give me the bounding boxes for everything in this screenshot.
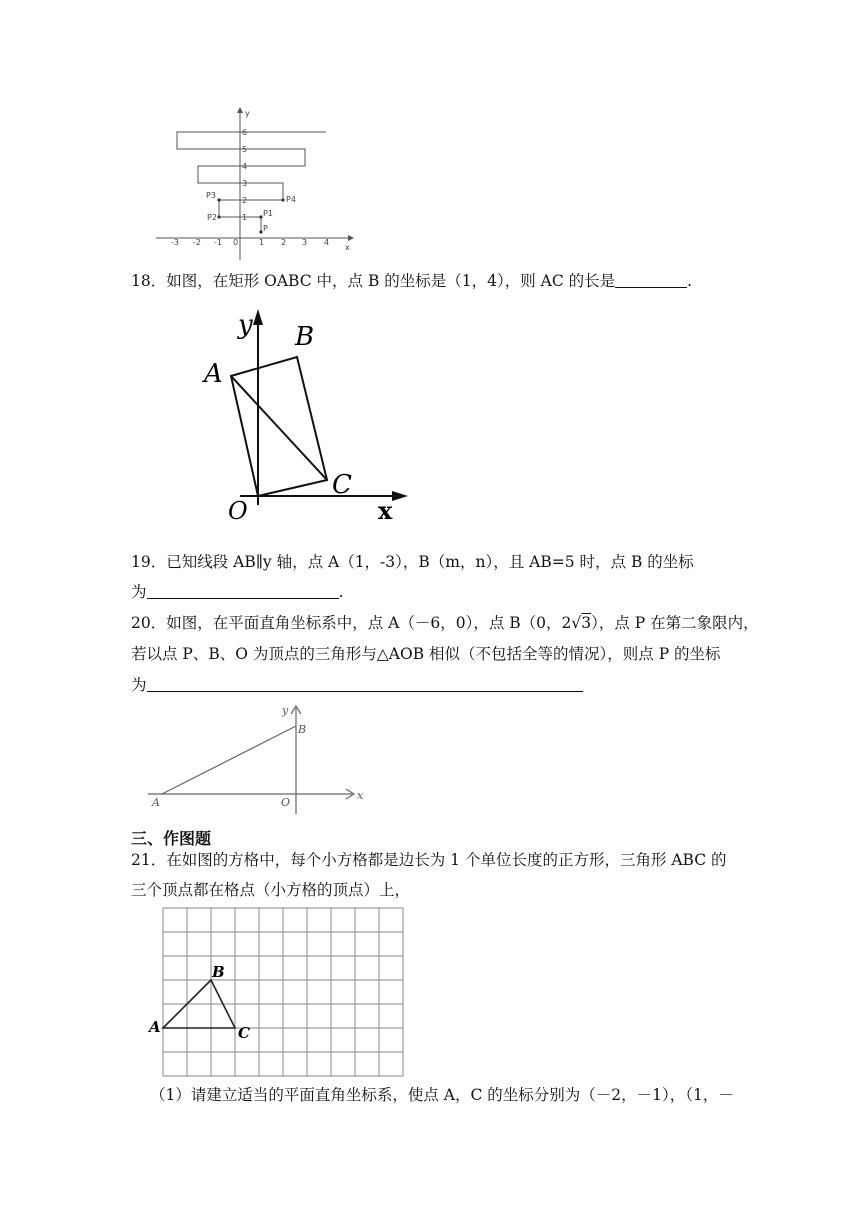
q20-triangle-figure (140, 700, 380, 815)
x-tick: -1 (214, 238, 222, 247)
y-axis-arrow (253, 309, 263, 325)
x-tick: 1 (259, 238, 265, 247)
q17-spiral-figure (150, 105, 360, 265)
label-x: x (357, 789, 364, 802)
diagonal-ac (231, 376, 327, 480)
question-18 (131, 270, 692, 292)
section-title: 三、作图题 (131, 829, 212, 848)
point-p3 (217, 198, 220, 201)
x-axis-label: x (345, 243, 350, 252)
question-20-line3 (131, 674, 583, 696)
question-19-line2 (131, 581, 343, 603)
label-y: y (238, 310, 253, 340)
x-tick: -2 (193, 238, 201, 247)
q19-prefix: 为 (131, 583, 147, 601)
q18-rectangle-figure (200, 305, 420, 525)
x-tick: -3 (171, 238, 179, 247)
question-19-line1: 19．已知线段 AB∥y 轴，点 A（1，-3），B（m，n），且 AB=5 时，点 B 的坐标 (131, 553, 694, 571)
label-a: A (152, 796, 160, 809)
label-o: O (281, 796, 291, 809)
x-tick: 4 (324, 238, 330, 247)
label-a: A (204, 359, 223, 389)
label-c: C (238, 1024, 250, 1042)
label-c: C (332, 470, 352, 500)
q20-text-a: 20．如图，在平面直角坐标系中，点 A（－6，0），点 B（0，2 (131, 614, 572, 632)
q20-prefix: 为 (131, 676, 147, 694)
label-p1: P1 (263, 209, 273, 218)
x-tick: 3 (302, 238, 308, 247)
point-p4 (281, 198, 284, 201)
label-y: y (282, 704, 289, 717)
label-p4: P4 (286, 195, 296, 204)
q19-answer-blank[interactable] (147, 582, 339, 599)
q18-end: . (687, 272, 693, 290)
x-axis-arrow (348, 235, 354, 241)
label-p3: P3 (206, 191, 216, 200)
label-a: A (149, 1018, 161, 1036)
spiral-path (177, 132, 326, 232)
y-tick: 2 (242, 196, 248, 205)
y-axis-label: y (245, 109, 250, 118)
q20-text-b: ），点 P 在第二象限内， (591, 614, 759, 632)
x-tick: 2 (281, 238, 287, 247)
x-axis-arrow (392, 491, 408, 501)
y-tick: 5 (242, 145, 248, 154)
rectangle-oabc (231, 357, 327, 496)
sqrt-argument: 3 (581, 614, 592, 632)
label-p2: P2 (207, 213, 217, 222)
question-21-part1: （1）请建立适当的平面直角坐标系，使点 A，C 的坐标分别为（－2，－1），（1，－ (150, 1086, 734, 1104)
y-tick: 1 (242, 213, 248, 222)
label-p: P (263, 224, 268, 233)
q20-answer-blank[interactable] (147, 675, 583, 692)
label-b: B (298, 723, 307, 736)
y-tick: 6 (242, 128, 248, 137)
segment-ab (162, 726, 296, 794)
q18-answer-blank[interactable] (615, 271, 687, 288)
label-x: x (378, 496, 393, 525)
label-b: B (212, 963, 225, 981)
q21-grid-figure (145, 902, 410, 1080)
question-21-line1: 21．在如图的方格中，每个小方格都是边长为 1 个单位长度的正方形，三角形 ABC 的 (131, 851, 727, 869)
x-tick: 0 (233, 238, 239, 247)
label-b: B (295, 322, 315, 352)
point-p2 (217, 215, 220, 218)
sqrt-sign: √ (571, 614, 582, 632)
label-o: O (228, 497, 248, 525)
y-tick: 3 (242, 179, 248, 188)
y-tick: 4 (242, 162, 248, 171)
question-20-line2: 若以点 P、B、O 为顶点的三角形与△AOB 相似（不包括全等的情况），则点 P 的坐标 (131, 645, 721, 663)
q19-end: . (338, 583, 344, 601)
y-axis-arrow (237, 107, 243, 113)
q18-text: 18．如图，在矩形 OABC 中，点 B 的坐标是（1，4），则 AC 的长是 (131, 272, 616, 290)
question-21-line2: 三个顶点都在格点（小方格的顶点）上， (131, 881, 411, 899)
question-20-line1 (131, 612, 759, 634)
